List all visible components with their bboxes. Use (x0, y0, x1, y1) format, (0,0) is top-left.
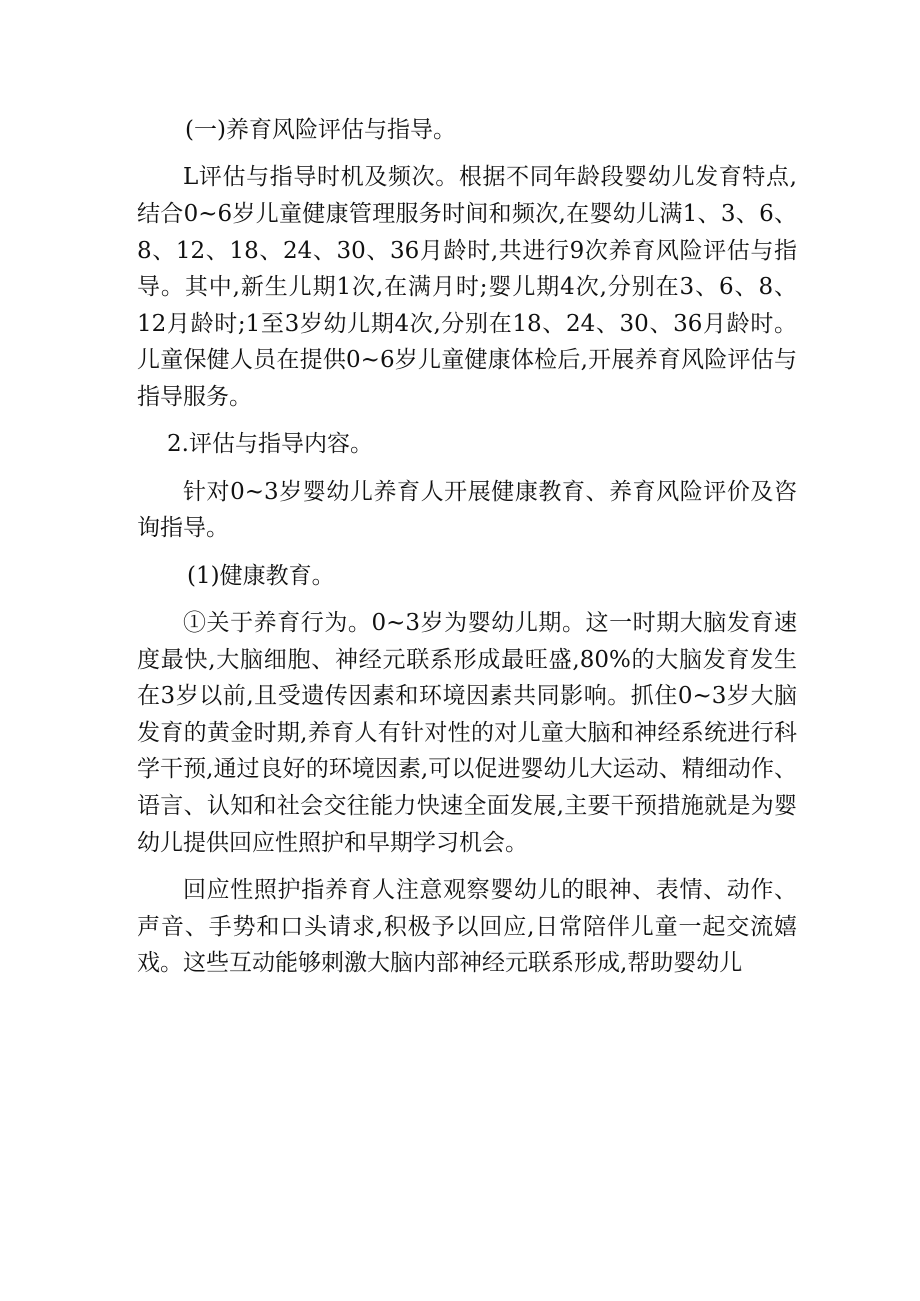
paragraph-target-audience: 针对0~3岁婴幼儿养育人开展健康教育、养育风险评价及咨询指导。 (137, 478, 797, 542)
paragraph-responsive-care: 回应性照护指养育人注意观察婴幼儿的眼神、表情、动作、声音、手势和口头请求,积极予以回应,日常陪伴儿童一起交流嬉戏。这些互动能够刺激大脑内部神经元联系形成,帮助婴幼儿 (137, 877, 797, 977)
document-page (137, 112, 797, 982)
section-heading-risk-assessment: (一)养育风险评估与指导。 (185, 117, 456, 143)
subheading-assessment-content: 2.评估与指导内容。 (167, 431, 373, 458)
subheading-health-education: (1)健康教育。 (187, 562, 335, 589)
paragraph-parenting-behavior: ①关于养育行为。0~3岁为婴幼儿期。这一时期大脑发育速度最快,大脑细胞、神经元联系形成最旺盛,80%的大脑发育发生在3岁以前,且受遗传因素和环境因素共同影响。抓住0~3岁大脑发育的黄金时期,养育人有针对性的对儿童大脑和神经系统进行科学干预,通过良好的环境因素,可以促进婴幼儿大运动、精细动作、语言、认知和社会交往能力快速全面发展,主要干预措施就是为婴幼儿提供回应性照护和早期学习机会。 (137, 610, 797, 856)
paragraph-timing-frequency: L评估与指导时机及频次。根据不同年龄段婴幼儿发育特点,结合0~6岁儿童健康管理服务时间和频次,在婴幼儿满1、3、6、8、12、18、24、30、36月龄时,共进行9次养育风险评估与指导。其中,新生儿期1次,在满月时;婴儿期4次,分别在3、6、8、12月龄时;1至3岁幼儿期4次,分别在18、24、30、36月龄时。儿童保健人员在提供0~6岁儿童健康体检后,开展养育风险评估与指导服务。 (137, 164, 797, 410)
